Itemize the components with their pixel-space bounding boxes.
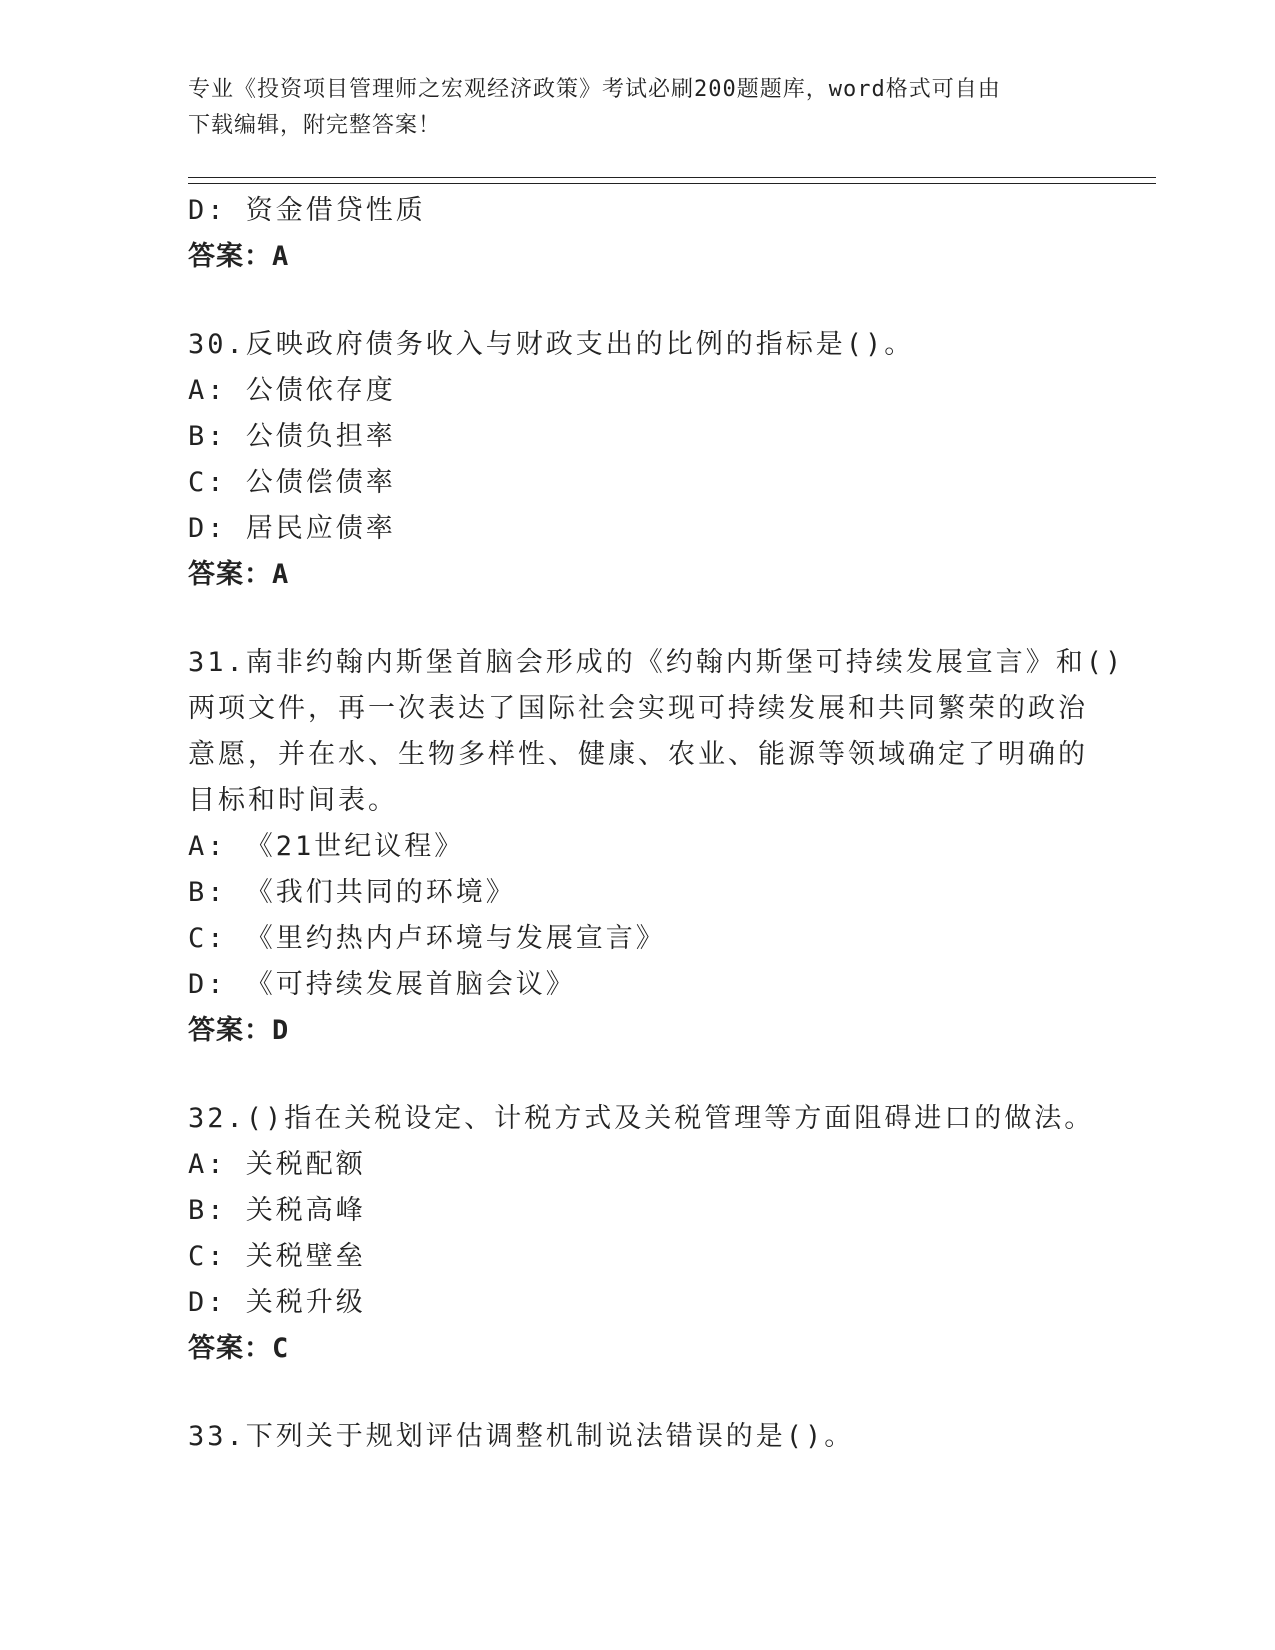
header-rule-bottom bbox=[188, 183, 1156, 184]
option-a: A: 关税配额 bbox=[188, 1149, 366, 1180]
option-d: D: 《可持续发展首脑会议》 bbox=[188, 969, 576, 1000]
option-d: D: 居民应债率 bbox=[188, 513, 396, 544]
question-stem: 32.()指在关税设定、计税方式及关税管理等方面阻碍进口的做法。 bbox=[188, 1103, 1095, 1134]
answer: 答案：C bbox=[188, 1333, 290, 1364]
question-30 bbox=[188, 322, 1088, 598]
question-stem: 30.反映政府债务收入与财政支出的比例的指标是()。 bbox=[188, 329, 915, 360]
question-list bbox=[188, 188, 1125, 1460]
spacer bbox=[188, 280, 1088, 322]
answer: 答案：A bbox=[188, 241, 290, 272]
option-a: A: 《21世纪议程》 bbox=[188, 831, 465, 862]
option-c: C: 关税壁垒 bbox=[188, 1241, 366, 1272]
option-c: C: 《里约热内卢环境与发展宣言》 bbox=[188, 923, 666, 954]
question-31 bbox=[188, 640, 1125, 1054]
question-stem-line-2: 两项文件，再一次表达了国际社会实现可持续发展和共同繁荣的政治 bbox=[188, 693, 1088, 724]
spacer bbox=[188, 1372, 1088, 1414]
answer: 答案：A bbox=[188, 559, 290, 590]
question-stem-line-4: 目标和时间表。 bbox=[188, 785, 398, 816]
spacer bbox=[188, 598, 1088, 640]
option-c: C: 公债偿债率 bbox=[188, 467, 396, 498]
option-b: B: 《我们共同的环境》 bbox=[188, 877, 516, 908]
spacer bbox=[188, 1054, 1088, 1096]
option-b: B: 公债负担率 bbox=[188, 421, 396, 452]
question-32 bbox=[188, 1096, 1095, 1372]
option-b: B: 关税高峰 bbox=[188, 1195, 366, 1226]
question-stem-line-3: 意愿，并在水、生物多样性、健康、农业、能源等领域确定了明确的 bbox=[188, 739, 1088, 770]
header-line-1: 专业《投资项目管理师之宏观经济政策》考试必刷200题题库，word格式可自由 bbox=[188, 77, 1001, 102]
header-rule-top bbox=[188, 177, 1156, 178]
option-a: A: 公债依存度 bbox=[188, 375, 396, 406]
question-33 bbox=[188, 1414, 1088, 1460]
option-d: D: 资金借贷性质 bbox=[188, 195, 426, 226]
header-line-2: 下载编辑，附完整答案！ bbox=[188, 113, 442, 138]
option-d: D: 关税升级 bbox=[188, 1287, 366, 1318]
question-29-tail bbox=[188, 188, 1088, 280]
document-header bbox=[188, 72, 1088, 144]
question-stem: 33.下列关于规划评估调整机制说法错误的是()。 bbox=[188, 1421, 855, 1452]
answer: 答案：D bbox=[188, 1015, 290, 1046]
question-stem-line-1: 31.南非约翰内斯堡首脑会形成的《约翰内斯堡可持续发展宣言》和() bbox=[188, 647, 1125, 678]
